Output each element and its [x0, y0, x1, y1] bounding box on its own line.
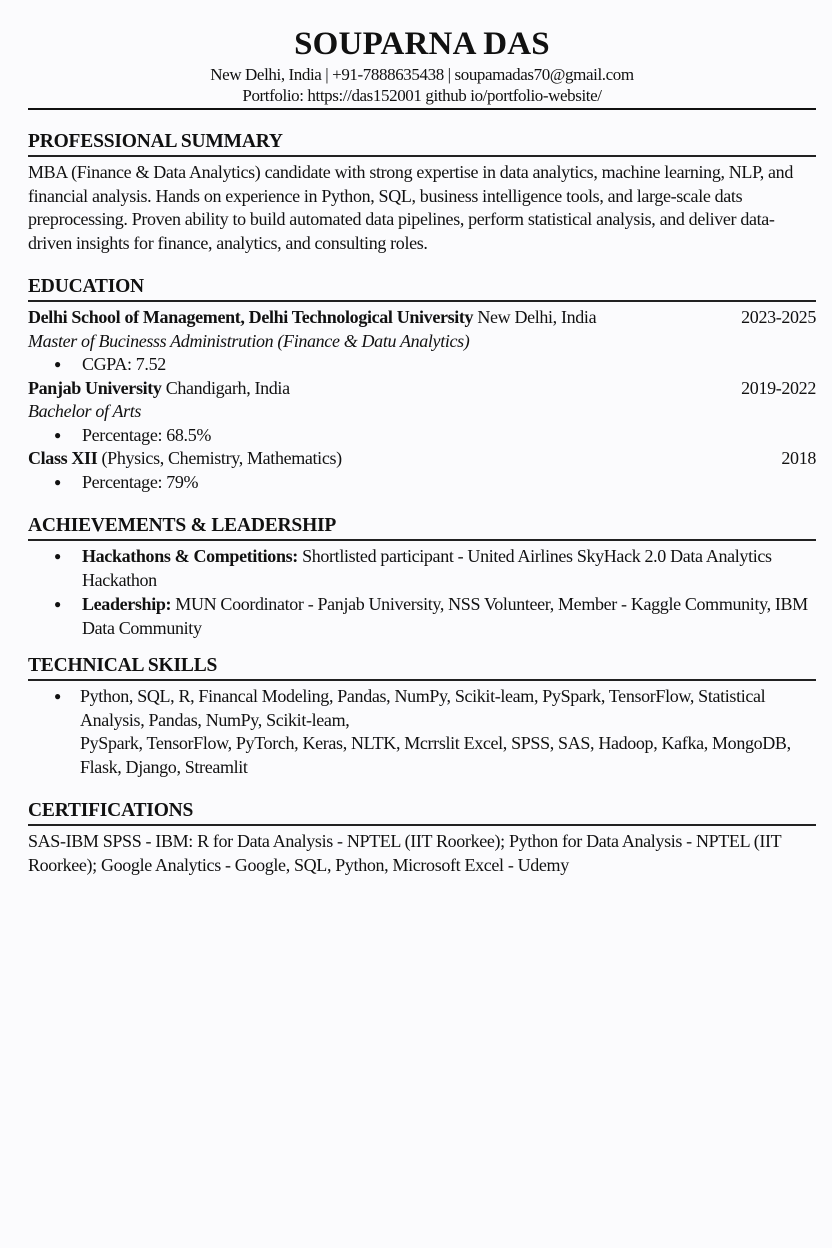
education-entry — [28, 306, 816, 377]
achievement-text: MUN Coordinator - Panjab University, NSS Volunteer, Member - Kaggle Community, IBM Data Community — [82, 594, 808, 638]
skills-line: ● Python, SQL, R, Financal Modeling, Pandas, NumPy, Scikit-leam, PySpark, TensorFlow, Statistical Analysis, Pandas, NumPy, Scikit-leam, — [80, 686, 766, 730]
summary-section — [28, 130, 816, 255]
portfolio-line: Portfolio: https://das152001 github io/portfolio-website/ — [242, 86, 602, 105]
education-years: 2018 — [781, 448, 816, 468]
certifications-section — [28, 799, 816, 877]
section-title-education: EDUCATION — [28, 275, 816, 302]
achievement-label: Leadership: — [82, 594, 172, 614]
education-years: 2019-2022 — [741, 377, 816, 398]
resume-header — [28, 24, 816, 110]
education-detail: ● Percentage: 79% — [28, 471, 816, 495]
education-entry — [28, 447, 816, 494]
education-location: (Physics, Chemistry, Mathematics) — [97, 448, 342, 468]
education-entry — [28, 377, 816, 448]
achievement-text: Shortlisted participant - United Airlines SkyHack 2.0 Data Analytics Hackathon — [82, 546, 772, 590]
summary-text: MBA (Finance & Data Analytics) candidate with strong expertise in data analytics, machine learning, NLP, and financial analysis. Hands on experience in Python, SQL, business intelligence tools, and large-scale dats preprocessing. Proven ability to build automated data pipelines, perform statistical analysis, and deliver data-driven insights for finance, analytics, and consulting roles. — [28, 162, 793, 253]
achievements-section — [28, 514, 816, 640]
education-degree: Master of Bucinesss Administrution (Finance & Datu Analytics) — [28, 330, 470, 351]
achievement-label: Hackathons & Competitions: — [82, 546, 298, 566]
contact-line: New Delhi, India | +91-7888635438 | soupamadas70@gmail.com — [210, 65, 634, 84]
certifications-text: SAS-IBM SPSS - IBM: R for Data Analysis - NPTEL (IIT Roorkee); Python for Data Analysis - NPTEL (IIT Roorkee); Google Analytics - Google, SQL, Python, Microsoft Excel - Udemy — [28, 831, 781, 875]
skills-section — [28, 654, 816, 779]
education-section — [28, 275, 816, 494]
education-detail: ● Percentage: 68.5% — [28, 424, 816, 448]
education-institution: Panjab University — [28, 377, 162, 398]
section-title-skills: TECHNICAL SKILLS — [28, 654, 816, 681]
education-degree: Bachelor of Arts — [28, 401, 142, 421]
skills-item — [28, 685, 816, 779]
skills-line: PySpark, TensorFlow, PyTorch, Keras, NLTK, Mcrrslit Excel, SPSS, SAS, Hadoop, Kafka, MongoDB, Flask, Django, Streamlit — [80, 733, 791, 777]
candidate-name: SOUPARNA DAS — [294, 26, 550, 62]
achievement-item — [28, 545, 816, 592]
resume-page — [28, 20, 816, 877]
education-location: New Delhi, India — [473, 307, 597, 327]
header-divider — [28, 108, 816, 110]
education-years: 2023-2025 — [741, 307, 816, 327]
education-institution: Class XII — [28, 448, 98, 468]
section-title-achievements: ACHIEVEMENTS & LEADERSHIP — [28, 514, 816, 541]
achievement-item — [28, 593, 816, 640]
section-title-certifications: CERTIFICATIONS — [28, 799, 816, 826]
education-detail: ● CGPA: 7.52 — [28, 353, 816, 377]
section-title-summary: PROFESSIONAL SUMMARY — [28, 130, 816, 157]
education-institution: Delhi School of Management, Delhi Technological University — [28, 307, 474, 327]
education-location: Chandigarh, India — [161, 377, 290, 398]
